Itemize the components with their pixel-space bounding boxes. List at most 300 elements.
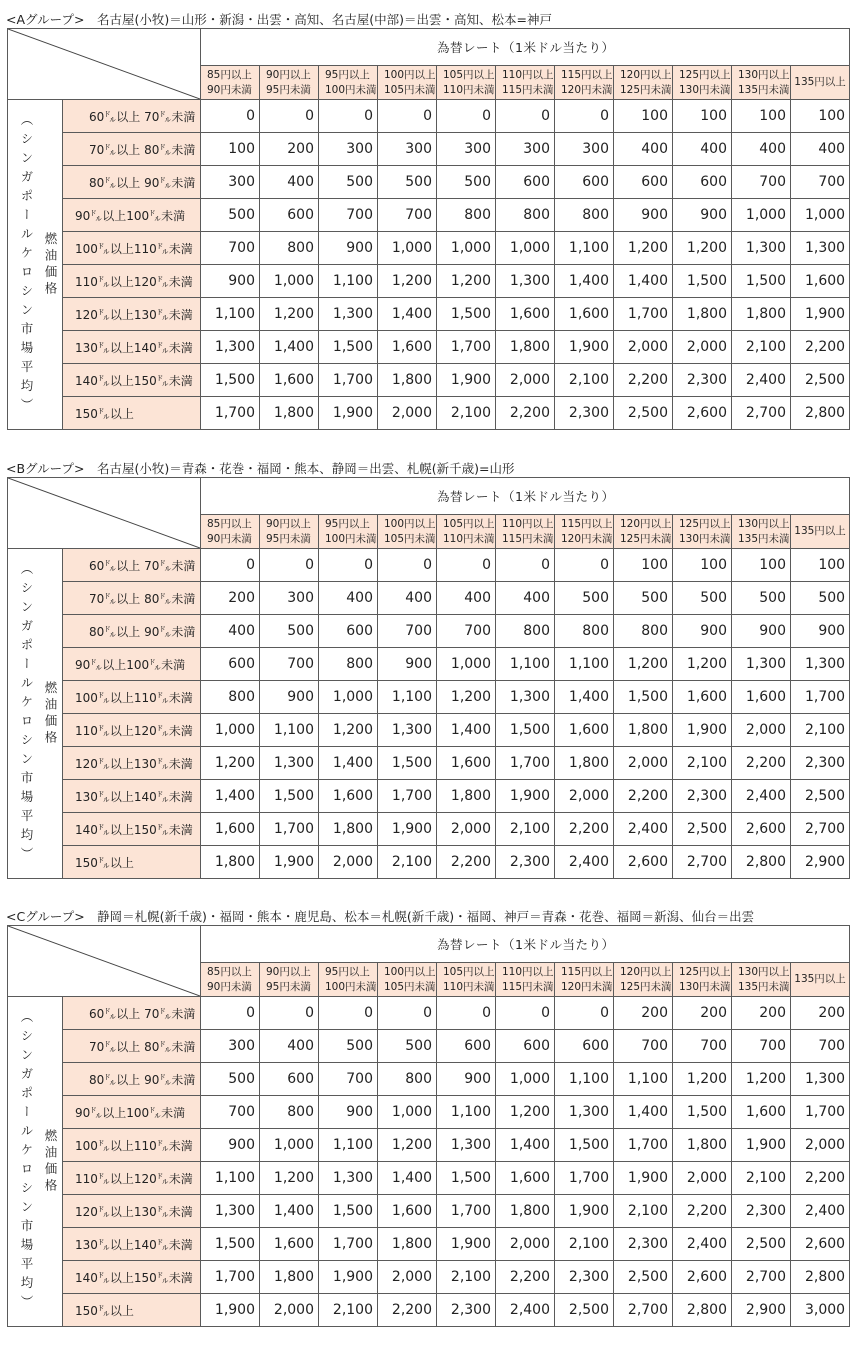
surcharge-value: 1,500 xyxy=(673,1096,732,1129)
surcharge-value: 1,800 xyxy=(319,813,378,846)
fuel-price-side-label xyxy=(8,100,63,430)
surcharge-value: 2,700 xyxy=(673,846,732,879)
surcharge-value: 2,400 xyxy=(673,1228,732,1261)
table-row xyxy=(8,582,850,615)
surcharge-value: 0 xyxy=(260,997,319,1030)
surcharge-value: 1,200 xyxy=(260,1162,319,1195)
surcharge-value: 1,200 xyxy=(673,232,732,265)
fuel-price-range-label: 90㌦以上100㌦未満 xyxy=(63,648,201,681)
rate-range-line: 110円未満 xyxy=(443,532,495,545)
surcharge-value: 2,200 xyxy=(614,780,673,813)
surcharge-value: 2,700 xyxy=(614,1294,673,1327)
surcharge-value: 700 xyxy=(378,615,437,648)
table-row xyxy=(8,199,850,232)
surcharge-value: 1,600 xyxy=(496,1162,555,1195)
rate-header: 為替レート（1米ドル当たり） xyxy=(201,29,850,66)
side-label-fuel-price: 燃油価格 xyxy=(43,680,58,747)
surcharge-value: 500 xyxy=(614,582,673,615)
surcharge-value: 500 xyxy=(732,582,791,615)
surcharge-value: 2,600 xyxy=(673,397,732,430)
surcharge-value: 500 xyxy=(201,1063,260,1096)
rate-range-line: 85円以上 xyxy=(207,68,252,81)
fuel-price-range-label: 100㌦以上110㌦未満 xyxy=(63,232,201,265)
rate-range-header xyxy=(791,66,850,100)
fuel-price-range-label: 90㌦以上100㌦未満 xyxy=(63,199,201,232)
surcharge-value: 1,100 xyxy=(555,232,614,265)
surcharge-value: 1,900 xyxy=(260,846,319,879)
header-row xyxy=(8,926,850,963)
surcharge-value: 1,700 xyxy=(319,364,378,397)
rate-range-line: 115円以上 xyxy=(561,68,613,81)
surcharge-value: 1,800 xyxy=(260,1261,319,1294)
fuel-price-range-label: 100㌦以上110㌦未満 xyxy=(63,1129,201,1162)
table-row xyxy=(8,166,850,199)
surcharge-value: 1,100 xyxy=(496,648,555,681)
surcharge-value: 1,300 xyxy=(555,1096,614,1129)
surcharge-value: 2,500 xyxy=(614,1261,673,1294)
rate-range-line: 135円未満 xyxy=(738,980,790,993)
surcharge-value: 1,700 xyxy=(496,747,555,780)
surcharge-value: 2,300 xyxy=(555,397,614,430)
rate-range-line: 110円未満 xyxy=(443,83,495,96)
surcharge-value: 700 xyxy=(319,1063,378,1096)
surcharge-value: 1,300 xyxy=(791,232,850,265)
surcharge-value: 200 xyxy=(260,133,319,166)
rate-range-line: 130円以上 xyxy=(738,965,790,978)
surcharge-value: 1,300 xyxy=(260,747,319,780)
surcharge-value: 200 xyxy=(614,997,673,1030)
side-label-wrap xyxy=(8,1010,62,1314)
surcharge-value: 2,500 xyxy=(555,1294,614,1327)
surcharge-value: 0 xyxy=(201,997,260,1030)
surcharge-value: 600 xyxy=(555,1030,614,1063)
table-row xyxy=(8,747,850,780)
surcharge-value: 2,000 xyxy=(732,714,791,747)
side-label-fuel-price: 燃油価格 xyxy=(43,1128,58,1195)
rate-range-line: 95円以上 xyxy=(325,517,370,530)
surcharge-value: 400 xyxy=(260,166,319,199)
fuel-price-range-label: 80㌦以上 90㌦未満 xyxy=(63,166,201,199)
fuel-price-range-label: 70㌦以上 80㌦未満 xyxy=(63,582,201,615)
surcharge-value: 700 xyxy=(378,199,437,232)
surcharge-value: 300 xyxy=(319,133,378,166)
surcharge-value: 1,000 xyxy=(201,714,260,747)
surcharge-value: 2,400 xyxy=(496,1294,555,1327)
rate-range-header xyxy=(437,66,496,100)
rate-range-header xyxy=(260,515,319,549)
surcharge-value: 900 xyxy=(673,199,732,232)
surcharge-value: 1,200 xyxy=(201,747,260,780)
surcharge-value: 1,600 xyxy=(732,1096,791,1129)
surcharge-value: 0 xyxy=(496,100,555,133)
surcharge-value: 1,800 xyxy=(614,714,673,747)
surcharge-value: 2,700 xyxy=(732,397,791,430)
rate-range-header xyxy=(614,66,673,100)
surcharge-value: 1,900 xyxy=(496,780,555,813)
rate-range-header xyxy=(555,963,614,997)
rate-range-line: 135円未満 xyxy=(738,532,790,545)
rate-range-line: 90円以上 xyxy=(266,517,311,530)
surcharge-value: 2,100 xyxy=(437,1261,496,1294)
rate-range-header xyxy=(319,515,378,549)
surcharge-value: 2,100 xyxy=(378,846,437,879)
rate-range-line: 120円未満 xyxy=(561,532,613,545)
surcharge-value: 0 xyxy=(496,997,555,1030)
surcharge-value: 1,400 xyxy=(614,265,673,298)
surcharge-value: 500 xyxy=(201,199,260,232)
surcharge-value: 1,200 xyxy=(378,1129,437,1162)
surcharge-value: 2,100 xyxy=(732,1162,791,1195)
surcharge-value: 700 xyxy=(260,648,319,681)
surcharge-value: 0 xyxy=(378,549,437,582)
surcharge-value: 1,700 xyxy=(260,813,319,846)
surcharge-value: 0 xyxy=(260,549,319,582)
table-row xyxy=(8,1294,850,1327)
surcharge-value: 2,400 xyxy=(732,780,791,813)
fuel-price-range-label: 150㌦以上 xyxy=(63,397,201,430)
rate-range-line: 90円未満 xyxy=(207,980,252,993)
rate-range-line: 105円未満 xyxy=(384,980,436,993)
surcharge-value: 2,800 xyxy=(732,846,791,879)
surcharge-value: 1,200 xyxy=(319,714,378,747)
surcharge-value: 1,700 xyxy=(201,397,260,430)
surcharge-value: 500 xyxy=(260,615,319,648)
rate-range-line: 115円未満 xyxy=(502,980,554,993)
table-row xyxy=(8,232,850,265)
surcharge-value: 2,500 xyxy=(791,364,850,397)
surcharge-value: 400 xyxy=(614,133,673,166)
rate-range-line: 85円以上 xyxy=(207,965,252,978)
rate-range-line: 110円以上 xyxy=(502,965,554,978)
surcharge-value: 800 xyxy=(378,1063,437,1096)
surcharge-value: 1,600 xyxy=(378,331,437,364)
fuel-price-range-label: 150㌦以上 xyxy=(63,846,201,879)
corner-cell xyxy=(8,478,201,549)
table-row xyxy=(8,997,850,1030)
surcharge-value: 800 xyxy=(614,615,673,648)
rate-range-header xyxy=(201,515,260,549)
fuel-price-range-label: 130㌦以上140㌦未満 xyxy=(63,1228,201,1261)
surcharge-value: 1,100 xyxy=(378,681,437,714)
surcharge-value: 1,800 xyxy=(673,298,732,331)
rate-range-line: 125円以上 xyxy=(679,517,731,530)
surcharge-value: 0 xyxy=(437,100,496,133)
rate-range-header xyxy=(555,66,614,100)
rate-range-line: 90円以上 xyxy=(266,965,311,978)
surcharge-value: 1,500 xyxy=(437,1162,496,1195)
surcharge-value: 400 xyxy=(496,582,555,615)
surcharge-value: 900 xyxy=(378,648,437,681)
surcharge-value: 300 xyxy=(201,1030,260,1063)
rate-range-header xyxy=(319,66,378,100)
rate-range-header xyxy=(673,515,732,549)
fuel-price-range-label: 110㌦以上120㌦未満 xyxy=(63,1162,201,1195)
surcharge-value: 2,700 xyxy=(732,1261,791,1294)
rate-range-line: 115円未満 xyxy=(502,83,554,96)
table-row xyxy=(8,780,850,813)
surcharge-value: 1,900 xyxy=(319,1261,378,1294)
fuel-price-range-label: 90㌦以上100㌦未満 xyxy=(63,1096,201,1129)
surcharge-value: 200 xyxy=(673,997,732,1030)
surcharge-value: 0 xyxy=(378,100,437,133)
rate-range-header xyxy=(673,963,732,997)
table-row xyxy=(8,397,850,430)
surcharge-value: 700 xyxy=(732,1030,791,1063)
surcharge-value: 400 xyxy=(319,582,378,615)
surcharge-value: 1,400 xyxy=(437,714,496,747)
surcharge-value: 900 xyxy=(201,1129,260,1162)
surcharge-value: 600 xyxy=(260,199,319,232)
surcharge-value: 0 xyxy=(496,549,555,582)
fuel-price-range-label: 110㌦以上120㌦未満 xyxy=(63,265,201,298)
rate-range-line: 105円未満 xyxy=(384,532,436,545)
surcharge-value: 100 xyxy=(673,549,732,582)
rate-range-header xyxy=(201,66,260,100)
rate-range-header xyxy=(378,515,437,549)
surcharge-value: 1,300 xyxy=(319,298,378,331)
rate-range-header xyxy=(496,66,555,100)
surcharge-value: 0 xyxy=(319,549,378,582)
surcharge-value: 1,300 xyxy=(791,1063,850,1096)
rate-range-line: 95円以上 xyxy=(325,965,370,978)
corner-cell xyxy=(8,926,201,997)
surcharge-value: 1,800 xyxy=(496,1195,555,1228)
side-label-fuel-price: 燃油価格 xyxy=(43,231,58,298)
side-label-wrap xyxy=(8,113,62,417)
surcharge-value: 300 xyxy=(201,166,260,199)
surcharge-value: 0 xyxy=(437,549,496,582)
surcharge-value: 1,800 xyxy=(732,298,791,331)
surcharge-value: 2,200 xyxy=(732,747,791,780)
surcharge-value: 1,300 xyxy=(496,681,555,714)
surcharge-value: 2,200 xyxy=(496,397,555,430)
table-row xyxy=(8,1195,850,1228)
rate-range-line: 105円以上 xyxy=(443,68,495,81)
surcharge-value: 2,000 xyxy=(437,813,496,846)
fuel-price-side-label xyxy=(8,997,63,1327)
surcharge-value: 1,800 xyxy=(378,364,437,397)
surcharge-value: 100 xyxy=(791,100,850,133)
surcharge-value: 1,500 xyxy=(319,1195,378,1228)
rate-range-header xyxy=(791,515,850,549)
surcharge-value: 2,200 xyxy=(496,1261,555,1294)
surcharge-value: 1,300 xyxy=(437,1129,496,1162)
rate-range-line: 130円以上 xyxy=(738,68,790,81)
surcharge-value: 600 xyxy=(673,166,732,199)
rate-range-line: 120円未満 xyxy=(561,980,613,993)
surcharge-value: 1,700 xyxy=(555,1162,614,1195)
surcharge-value: 1,800 xyxy=(201,846,260,879)
surcharge-value: 1,600 xyxy=(378,1195,437,1228)
rate-range-line: 135円未満 xyxy=(738,83,790,96)
surcharge-value: 1,600 xyxy=(496,298,555,331)
surcharge-value: 1,100 xyxy=(319,265,378,298)
rate-range-line: 100円未満 xyxy=(325,532,377,545)
surcharge-value: 1,900 xyxy=(437,364,496,397)
surcharge-value: 1,400 xyxy=(260,331,319,364)
surcharge-value: 700 xyxy=(791,166,850,199)
surcharge-value: 2,300 xyxy=(673,364,732,397)
surcharge-value: 2,100 xyxy=(555,1228,614,1261)
surcharge-value: 1,300 xyxy=(732,232,791,265)
surcharge-value: 200 xyxy=(732,997,791,1030)
surcharge-value: 2,900 xyxy=(732,1294,791,1327)
surcharge-value: 1,000 xyxy=(496,232,555,265)
table-row xyxy=(8,813,850,846)
surcharge-value: 500 xyxy=(791,582,850,615)
rate-range-line: 120円以上 xyxy=(620,68,672,81)
rate-range-header xyxy=(378,66,437,100)
surcharge-value: 2,800 xyxy=(673,1294,732,1327)
surcharge-value: 1,700 xyxy=(319,1228,378,1261)
surcharge-value: 1,900 xyxy=(555,1195,614,1228)
table-row xyxy=(8,1261,850,1294)
surcharge-value: 900 xyxy=(319,1096,378,1129)
fuel-price-range-label: 120㌦以上130㌦未満 xyxy=(63,1195,201,1228)
surcharge-value: 1,500 xyxy=(732,265,791,298)
rate-range-header xyxy=(614,963,673,997)
side-label-market: （シンガポールケロシン市場平均） xyxy=(19,112,34,417)
table-row xyxy=(8,1129,850,1162)
surcharge-value: 1,600 xyxy=(319,780,378,813)
surcharge-value: 2,000 xyxy=(378,397,437,430)
table-row xyxy=(8,1030,850,1063)
surcharge-value: 1,700 xyxy=(614,298,673,331)
rate-range-header xyxy=(732,963,791,997)
surcharge-value: 2,200 xyxy=(614,364,673,397)
surcharge-value: 800 xyxy=(201,681,260,714)
surcharge-value: 2,500 xyxy=(732,1228,791,1261)
fuel-price-range-label: 130㌦以上140㌦未満 xyxy=(63,780,201,813)
surcharge-value: 1,200 xyxy=(673,648,732,681)
surcharge-value: 2,900 xyxy=(791,846,850,879)
surcharge-value: 500 xyxy=(673,582,732,615)
surcharge-value: 700 xyxy=(673,1030,732,1063)
surcharge-value: 1,700 xyxy=(437,331,496,364)
surcharge-value: 500 xyxy=(437,166,496,199)
surcharge-value: 0 xyxy=(378,997,437,1030)
rate-range-header xyxy=(201,963,260,997)
surcharge-value: 1,200 xyxy=(614,232,673,265)
surcharge-value: 700 xyxy=(201,232,260,265)
surcharge-value: 0 xyxy=(555,549,614,582)
fuel-price-range-label: 140㌦以上150㌦未満 xyxy=(63,813,201,846)
surcharge-value: 900 xyxy=(614,199,673,232)
surcharge-value: 200 xyxy=(791,997,850,1030)
rate-range-line: 135円以上 xyxy=(794,973,846,985)
fuel-price-range-label: 140㌦以上150㌦未満 xyxy=(63,1261,201,1294)
surcharge-value: 600 xyxy=(496,166,555,199)
rate-range-header xyxy=(555,515,614,549)
surcharge-value: 1,000 xyxy=(260,265,319,298)
rate-range-line: 115円未満 xyxy=(502,532,554,545)
surcharge-value: 1,600 xyxy=(555,714,614,747)
surcharge-value: 1,000 xyxy=(437,232,496,265)
surcharge-value: 1,800 xyxy=(555,747,614,780)
surcharge-value: 2,100 xyxy=(614,1195,673,1228)
surcharge-value: 1,300 xyxy=(732,648,791,681)
surcharge-value: 1,100 xyxy=(201,1162,260,1195)
surcharge-value: 1,000 xyxy=(496,1063,555,1096)
fuel-price-range-label: 110㌦以上120㌦未満 xyxy=(63,714,201,747)
table-row xyxy=(8,133,850,166)
surcharge-value: 1,700 xyxy=(791,1096,850,1129)
rate-range-line: 100円以上 xyxy=(384,517,436,530)
side-label-market: （シンガポールケロシン市場平均） xyxy=(19,1009,34,1314)
surcharge-value: 2,500 xyxy=(614,397,673,430)
surcharge-value: 1,300 xyxy=(791,648,850,681)
surcharge-value: 300 xyxy=(260,582,319,615)
surcharge-value: 1,500 xyxy=(260,780,319,813)
rate-range-line: 125円未満 xyxy=(620,83,672,96)
surcharge-value: 800 xyxy=(555,615,614,648)
surcharge-value: 1,400 xyxy=(496,1129,555,1162)
surcharge-value: 1,300 xyxy=(201,1195,260,1228)
surcharge-value: 2,600 xyxy=(614,846,673,879)
surcharge-value: 1,200 xyxy=(437,681,496,714)
rate-range-line: 110円以上 xyxy=(502,517,554,530)
table-row xyxy=(8,298,850,331)
surcharge-value: 1,700 xyxy=(791,681,850,714)
surcharge-value: 2,000 xyxy=(260,1294,319,1327)
fuel-price-range-label: 80㌦以上 90㌦未満 xyxy=(63,1063,201,1096)
rate-range-line: 120円以上 xyxy=(620,517,672,530)
surcharge-value: 2,300 xyxy=(496,846,555,879)
surcharge-value: 100 xyxy=(614,100,673,133)
surcharge-value: 600 xyxy=(496,1030,555,1063)
fuel-price-range-label: 70㌦以上 80㌦未満 xyxy=(63,1030,201,1063)
surcharge-value: 800 xyxy=(555,199,614,232)
surcharge-value: 2,300 xyxy=(614,1228,673,1261)
surcharge-table xyxy=(7,28,850,430)
surcharge-value: 100 xyxy=(791,549,850,582)
surcharge-value: 700 xyxy=(732,166,791,199)
rate-range-line: 110円以上 xyxy=(502,68,554,81)
surcharge-value: 2,000 xyxy=(555,780,614,813)
fuel-price-range-label: 60㌦以上 70㌦未満 xyxy=(63,997,201,1030)
surcharge-value: 100 xyxy=(732,549,791,582)
surcharge-value: 2,500 xyxy=(791,780,850,813)
rate-range-line: 105円未満 xyxy=(384,83,436,96)
surcharge-value: 2,000 xyxy=(614,331,673,364)
surcharge-value: 500 xyxy=(319,1030,378,1063)
surcharge-value: 600 xyxy=(201,648,260,681)
surcharge-value: 2,600 xyxy=(732,813,791,846)
surcharge-value: 1,200 xyxy=(614,648,673,681)
surcharge-value: 400 xyxy=(791,133,850,166)
surcharge-value: 300 xyxy=(496,133,555,166)
rate-range-header xyxy=(791,963,850,997)
surcharge-value: 2,300 xyxy=(732,1195,791,1228)
surcharge-value: 600 xyxy=(614,166,673,199)
surcharge-value: 2,200 xyxy=(555,813,614,846)
table-row xyxy=(8,846,850,879)
surcharge-value: 400 xyxy=(437,582,496,615)
rate-range-line: 90円未満 xyxy=(207,532,252,545)
surcharge-value: 2,400 xyxy=(555,846,614,879)
surcharge-value: 2,000 xyxy=(791,1129,850,1162)
surcharge-value: 1,500 xyxy=(201,364,260,397)
surcharge-value: 700 xyxy=(614,1030,673,1063)
corner-cell xyxy=(8,29,201,100)
surcharge-value: 100 xyxy=(732,100,791,133)
surcharge-value: 400 xyxy=(260,1030,319,1063)
surcharge-value: 900 xyxy=(437,1063,496,1096)
surcharge-value: 800 xyxy=(260,232,319,265)
diagonal-line xyxy=(8,478,200,548)
surcharge-value: 900 xyxy=(791,615,850,648)
rate-range-header xyxy=(319,963,378,997)
